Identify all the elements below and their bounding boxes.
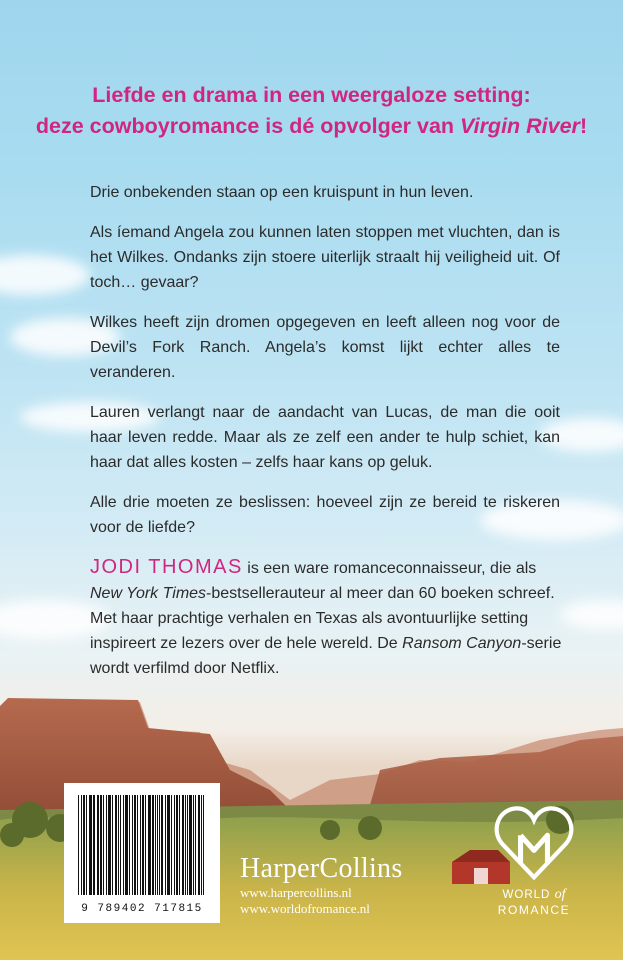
blurb-paragraph: Alle drie moeten ze beslissen: hoeveel zijn ze bereid te riskeren voor de liefde? <box>90 494 560 536</box>
publisher-url: www.harpercollins.nl <box>240 885 352 900</box>
blurb <box>90 180 560 555</box>
publisher-name: HarperCollins <box>240 853 403 884</box>
blurb-paragraph: Wilkes heeft zijn dromen opgegeven en leeft alleen nog voor de Devil’s Fork Ranch. Angela’s komst lijkt echter alles te veranderen. <box>90 314 560 381</box>
heart-logo-icon <box>492 800 576 884</box>
author-bio <box>90 555 570 681</box>
publisher-block <box>240 853 403 917</box>
bio-text: -bestsellerauteur al meer dan 60 boeken schreef. Met haar prachtige verhalen en Texas als avontuurlijke setting inspireert ze lezers over de hele wereld. De <box>90 585 555 652</box>
tagline-line1: Liefde en drama in een weergaloze setting: <box>92 83 531 107</box>
tagline-line2-prefix: deze cowboyromance is dé opvolger van <box>35 114 461 138</box>
author-name: JODI THOMAS <box>90 556 243 578</box>
tagline-line2-suffix: ! <box>579 114 588 138</box>
barcode-number: 9 789402 717815 <box>81 903 203 915</box>
blurb-paragraph: Als íemand Angela zou kunnen laten stoppen met vluchten, dan is het Wilkes. Ondanks zijn stoere uiterlijk straalt hij veiligheid uit. Of toch… gevaar? <box>90 224 560 291</box>
blurb-paragraph: Drie onbekenden staan op een kruispunt in hun leven. <box>90 184 474 201</box>
imprint-world: WORLD <box>502 889 551 901</box>
bio-italic-series: Ransom Canyon <box>402 635 522 652</box>
bio-italic-nyt: New York Times <box>90 585 207 602</box>
blurb-paragraph: Lauren verlangt naar de aandacht van Lucas, de man die ooit haar leven redde. Maar als ze zelf een ander te hulp schiet, kan haar dat alles kosten – zelfs haar kans op geluk. <box>90 404 560 471</box>
world-of-romance-logo <box>484 800 584 917</box>
imprint-romance: ROMANCE <box>497 903 571 917</box>
tagline <box>20 80 603 142</box>
barcode-icon <box>78 795 206 895</box>
barcode <box>64 783 220 923</box>
bio-text: -serie wordt verfilmd door Netflix. <box>90 635 562 677</box>
tagline-series-title: Virgin River <box>460 114 580 138</box>
imprint-of: of <box>554 887 566 902</box>
bio-text: is een ware romanceconnaisseur, die als <box>242 560 537 577</box>
imprint-url: www.worldofromance.nl <box>240 901 370 916</box>
cloud <box>0 255 90 295</box>
